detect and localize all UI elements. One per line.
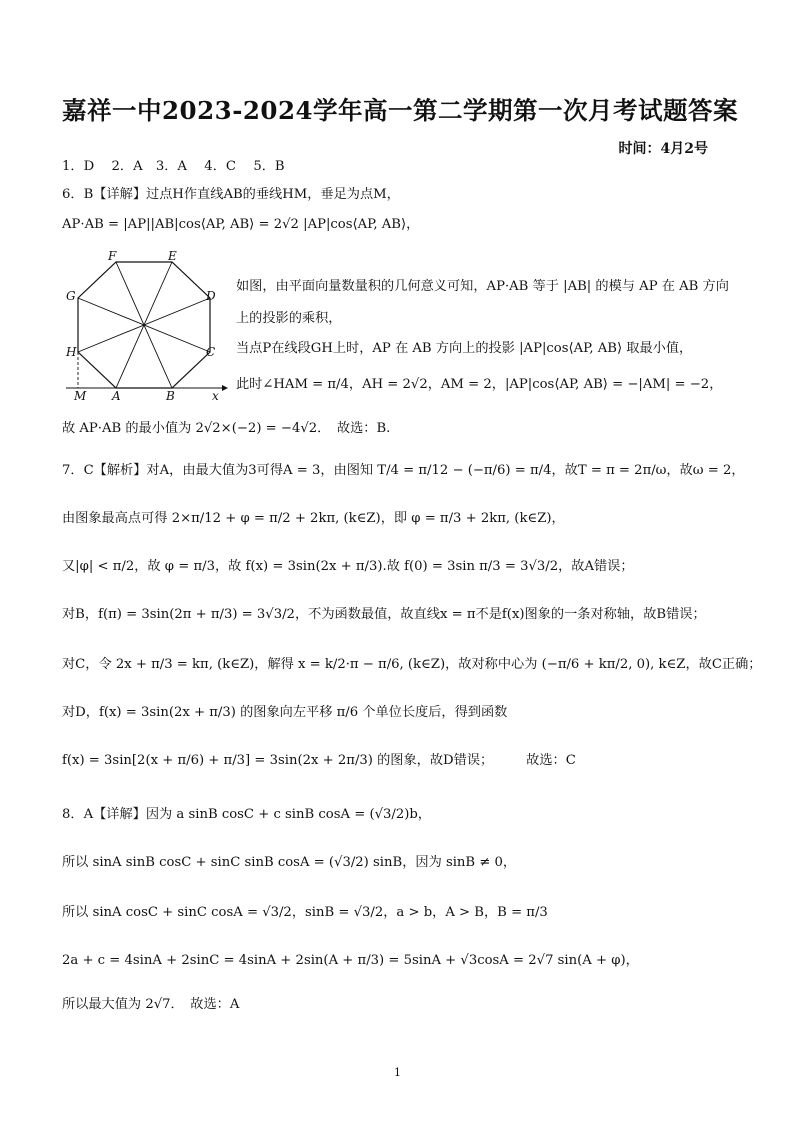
octagon-diagonals [78, 262, 210, 388]
label-F: F [108, 249, 117, 263]
q7-option-b: 对B，f(π) = 3sin(2π + π/3) = 3√3/2，不为函数最值，故直线x = π不是f(x)图象的一条对称轴，故B错误； [62, 607, 706, 622]
page-number: 1 [394, 1066, 401, 1079]
q7-option-d: 对D，f(x) = 3sin(2x + π/3) 的图象向左平移 π/6 个单位长度后，得到函数 [62, 705, 508, 720]
q6-min-projection: 当点P在线段GH上时，AP 在 AB 方向上的投影 |AP|cos⟨AP, AB⟩ 取最小值， [236, 341, 693, 356]
page-title: 嘉祥一中2023-2024学年高一第二学期第一次月考试题答案 [62, 96, 739, 125]
label-G: G [66, 289, 76, 303]
label-E: E [168, 249, 177, 263]
q8-step-2: 所以 sinA cosC + sinC cosA = √3/2，sinB = √3/2，a > b，A > B，B = π/3 [62, 905, 548, 920]
label-H: H [66, 345, 77, 359]
exam-time: 时间：4月2号 [618, 141, 708, 157]
q7-heading: 7．C【解析】对A，由最大值为3可得A = 3，由图知 T/4 = π/12 − (−π/6) = π/4，故T = π = 2π/ω，故ω = 2， [62, 463, 745, 478]
label-A: A [112, 389, 121, 403]
answers-1-5: 1．D 2．A 3．A 4．C 5．B [62, 159, 285, 174]
label-M: M [74, 389, 87, 403]
q8-conclusion: 所以最大值为 2√7． 故选：A [62, 997, 240, 1012]
label-D: D [206, 289, 216, 303]
q6-conclusion: 故 AP·AB 的最小值为 2√2×(−2) = −4√2． 故选：B. [62, 421, 391, 436]
x-axis-arrow [222, 385, 228, 391]
label-C: C [206, 345, 216, 359]
q8-heading: 8．A【详解】因为 a sinB cosC + c sinB cosA = (√3/2)b， [62, 807, 431, 822]
q6-heading: 6．B【详解】过点H作直线AB的垂线HM，垂足为点M， [62, 187, 400, 202]
q6-geometric-meaning: 如图，由平面向量数量积的几何意义可知，AP·AB 等于 |AB| 的模与 AP 在 AB 方向 [236, 279, 729, 294]
q8-step-3: 2a + c = 4sinA + 2sinC = 4sinA + 2sin(A + π/3) = 5sinA + √3cosA = 2√7 sin(A + φ)， [62, 953, 639, 968]
q6-dot-product: AP·AB = |AP||AB|cos⟨AP, AB⟩ = 2√2 |AP|cos⟨AP, AB⟩， [62, 217, 420, 232]
q7-option-a: 又|φ| < π/2，故 φ = π/3，故 f(x) = 3sin(2x + π/3).故 f(0) = 3sin π/3 = 3√3/2，故A错误； [62, 559, 634, 574]
q7-option-d-result: f(x) = 3sin[2(x + π/6) + π/3] = 3sin(2x + 2π/3) 的图象，故D错误； 故选：C [62, 753, 576, 768]
octagon-figure [60, 248, 230, 408]
q7-option-c: 对C，令 2x + π/3 = kπ, (k∈Z)，解得 x = k/2·π − π/6, (k∈Z)，故对称中心为 (−π/6 + kπ/2, 0), k∈Z，故C正确； [62, 657, 762, 672]
label-B: B [166, 389, 175, 403]
label-x: x [212, 389, 219, 403]
q8-step-1: 所以 sinA sinB cosC + sinC sinB cosA = (√3/2) sinB，因为 sinB ≠ 0， [62, 855, 517, 870]
octagon-diagram [60, 248, 230, 408]
q6-values: 此时∠HAM = π/4，AH = 2√2，AM = 2，|AP|cos⟨AP, AB⟩ = −|AM| = −2， [236, 377, 723, 392]
q7-phase: 由图象最高点可得 2×π/12 + φ = π/2 + 2kπ, (k∈Z)，即 φ = π/3 + 2kπ, (k∈Z)， [62, 511, 565, 526]
q6-projection-product: 上的投影的乘积， [236, 311, 342, 326]
